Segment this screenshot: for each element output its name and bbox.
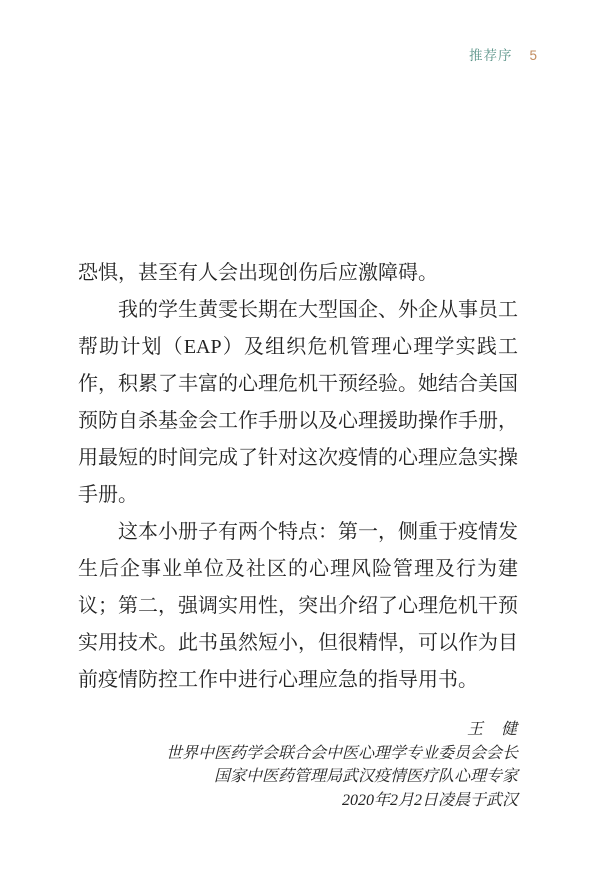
signature-name: 王 健 <box>466 721 518 738</box>
signature-title-line-2: 国家中医药管理局武汉疫情医疗队心理专家 <box>213 768 518 785</box>
running-header <box>469 48 537 64</box>
signature-date: 2020年2月2日凌晨于武汉 <box>341 791 518 809</box>
body-text <box>78 255 518 812</box>
paragraph: 这本小册子有两个特点：第一，侧重于疫情发生后企事业单位及社区的心理风险管理及行为建议；第二，强调实用性，突出介绍了心理危机干预实用技术。此书虽然短小，但很精悍，可以作为目前疫情防控工作中进行心理应急的指导用书。 <box>78 521 518 691</box>
signature-block <box>78 718 518 812</box>
paragraph: 恐惧，甚至有人会出现创伤后应激障碍。 <box>78 262 438 284</box>
section-title: 推荐序 <box>468 48 513 63</box>
paragraph: 我的学生黄雯长期在大型国企、外企从事员工帮助计划（EAP）及组织危机管理心理学实践工作，积累了丰富的心理危机干预经验。她结合美国预防自杀基金会工作手册以及心理援助操作手册，用最短的时间完成了针对这次疫情的心理应急实操手册。 <box>78 299 518 506</box>
page-number: 5 <box>529 48 537 63</box>
signature-title-line-1: 世界中医药学会联合会中医心理学专业委员会会长 <box>165 744 518 762</box>
